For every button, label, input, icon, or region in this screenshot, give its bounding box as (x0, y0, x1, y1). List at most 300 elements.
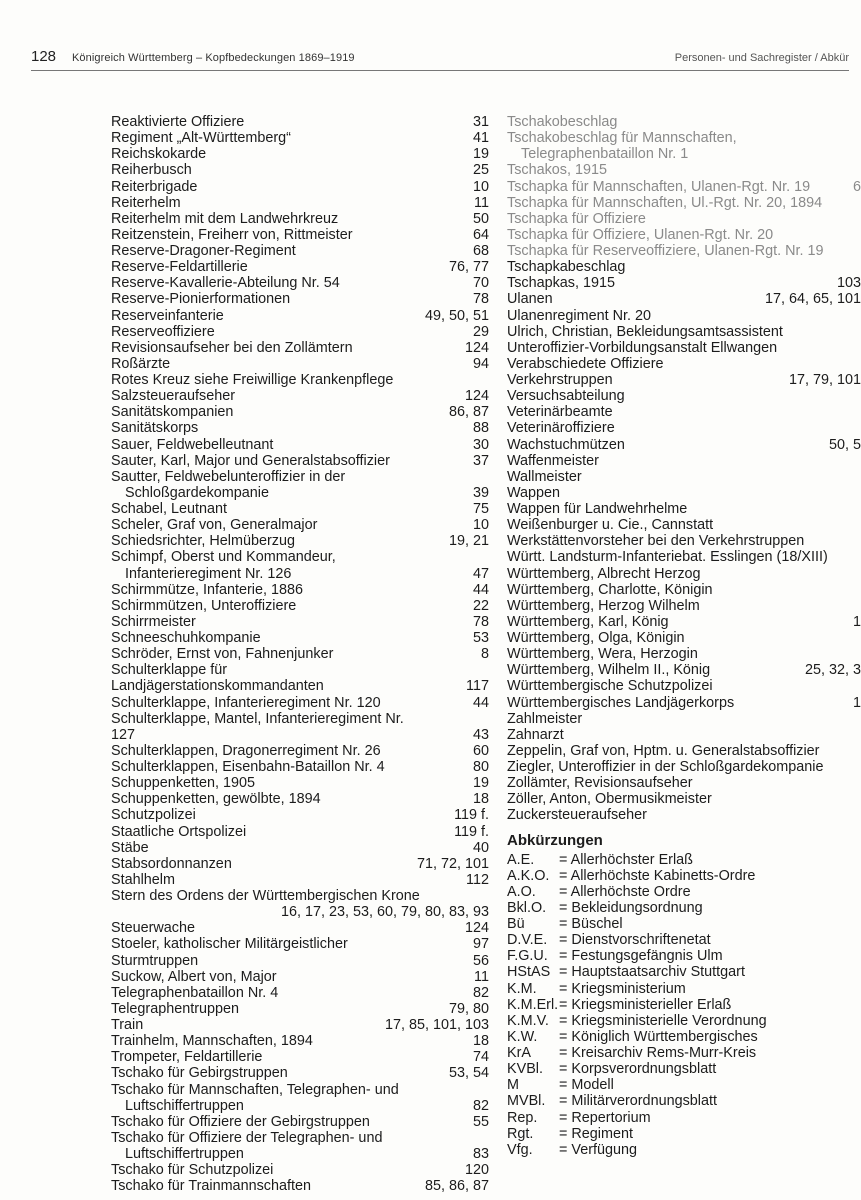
index-term: Schulterklappe, Mantel, Infanterieregiment Nr. 127 (111, 710, 404, 743)
index-page-refs: 10 (472, 178, 489, 195)
index-term: Schirmmützen, Unteroffiziere (111, 597, 297, 614)
index-term: Versuchsabteilung (507, 388, 625, 405)
index-entry (507, 227, 849, 243)
abbreviation-meaning: = Kriegsministerielle Verordnung (559, 1012, 767, 1029)
index-entry (111, 711, 489, 743)
index-term: Schröder, Ernst von, Fahnenjunker (111, 646, 334, 663)
index-term: Ulanenregiment Nr. 20 (507, 307, 651, 324)
index-entry (111, 872, 489, 888)
index-term: Stäbe (111, 839, 149, 856)
index-entry (507, 469, 849, 485)
index-entry (507, 501, 849, 517)
index-entry (111, 1178, 489, 1194)
index-entry (111, 824, 489, 840)
index-page-refs: 10 (472, 517, 489, 534)
index-term: Stern des Ordens der Württembergischen Krone (111, 888, 420, 904)
index-term: Waffenmeister (507, 452, 599, 469)
index-term: Scheler, Graf von, Generalmajor (111, 517, 318, 534)
index-page-refs: 29 (472, 323, 489, 340)
index-term: Sauer, Feldwebelleutnant (111, 436, 274, 453)
index-entry (507, 549, 849, 565)
abbreviation-key: KrA (507, 1045, 531, 1061)
abbreviation-key: Rep. (507, 1109, 538, 1126)
index-entry (111, 1082, 489, 1114)
index-page-refs: 40 (472, 839, 489, 856)
abbreviations-heading: Abkürzungen (507, 831, 603, 849)
abbreviation-row (507, 852, 849, 868)
index-term: Reserveinfanterie (111, 307, 224, 324)
index-term: Reaktivierte Offiziere (111, 114, 245, 130)
index-page-refs: 53 (472, 630, 489, 646)
index-term: Reiterbrigade (111, 178, 198, 195)
index-page-refs: 22 (472, 597, 489, 614)
index-term: Reserve-Pionierformationen (111, 291, 291, 308)
index-term: Tschako für Schutzpolizei (111, 1162, 274, 1179)
abbreviation-row (507, 1110, 849, 1126)
index-entry (111, 146, 489, 162)
index-page-refs: 124 (464, 920, 489, 937)
index-term-continuation: Telegraphenbataillon Nr. 1 (521, 146, 689, 163)
index-page-refs: 50 (472, 210, 489, 227)
abbreviation-meaning: = Modell (559, 1077, 614, 1094)
index-page-refs: 70 (472, 275, 489, 292)
index-page-refs: 68 (472, 243, 489, 259)
index-entry (111, 211, 489, 227)
index-term: Ulrich, Christian, Bekleidungsamtsassistent (507, 323, 783, 340)
index-term: Schabel, Leutnant (111, 501, 228, 517)
index-page-refs: 112 (466, 871, 489, 888)
index-term: Wappen für Landwehrhelme (507, 501, 688, 517)
index-page-refs: 79, 80 (448, 1000, 489, 1017)
index-entry (111, 807, 489, 823)
index-entry (111, 743, 489, 759)
index-entry (507, 356, 849, 372)
index-term: Salzsteueraufseher (111, 388, 235, 405)
index-entry (111, 259, 489, 275)
abbreviation-key: D.V.E. (507, 932, 548, 949)
index-entry (111, 630, 489, 646)
index-page-refs: 39 (472, 484, 489, 501)
index-entry (111, 308, 489, 324)
index-term: Wallmeister (507, 468, 582, 485)
index-entry (507, 646, 849, 662)
abbreviation-row (507, 900, 849, 916)
index-page-refs: 44 (472, 581, 489, 598)
index-entry (111, 340, 489, 356)
index-page-refs: 31 (472, 114, 489, 130)
index-term: Schulterklappen, Dragonerregiment Nr. 26 (111, 742, 381, 759)
index-entry (111, 920, 489, 936)
index-term: Tschako für Mannschaften, Telegraphen- und (111, 1081, 399, 1098)
index-page-refs: 124 (464, 339, 489, 356)
index-page-refs: 6 (852, 178, 861, 195)
index-term: Tschapkabeschlag (507, 259, 626, 276)
abbreviation-meaning: = Korpsverordnungsblatt (559, 1061, 717, 1078)
index-term: Reserve-Dragoner-Regiment (111, 243, 296, 259)
index-entry (111, 888, 489, 920)
index-term: Tschako für Trainmannschaften (111, 1178, 311, 1195)
index-term: Tschapka für Mannschaften, Ulanen-Rgt. Nr. 19 (507, 178, 811, 195)
index-entry (507, 694, 861, 711)
index-page-refs: 25, 32, 3 (804, 662, 861, 679)
index-page-refs: 41 (472, 130, 489, 147)
index-entry (111, 549, 489, 581)
index-entry (507, 517, 849, 533)
index-term: Steuerwache (111, 920, 195, 937)
index-page-refs: 16, 17, 23, 53, 60, 79, 80, 83, 93 (280, 904, 489, 921)
index-term: Weißenburger u. Cie., Cannstatt (507, 517, 714, 534)
index-entry (507, 727, 849, 743)
index-entry (111, 469, 489, 501)
index-entry (111, 1130, 489, 1162)
index-entry (507, 243, 849, 259)
index-entry (111, 372, 489, 388)
index-page-refs: 124 (464, 388, 489, 405)
index-page-refs: 19 (472, 775, 489, 792)
abbreviation-key: Rgt. (507, 1125, 534, 1142)
index-entry (111, 227, 489, 243)
index-page-refs: 18 (472, 791, 489, 808)
abbreviation-key: Bü (507, 916, 525, 932)
index-page-refs: 56 (472, 952, 489, 969)
abbreviation-row (507, 1045, 849, 1061)
abbreviation-key: Vfg. (507, 1141, 533, 1158)
index-term: Stahlhelm (111, 871, 175, 888)
index-entry (111, 420, 489, 436)
index-entry (111, 840, 489, 856)
abbreviation-meaning: = Allerhöchster Erlaß (559, 851, 693, 868)
index-entry (111, 324, 489, 340)
index-entry (507, 791, 849, 807)
index-entry (111, 646, 489, 662)
index-entry (111, 243, 489, 259)
abbreviation-key: A.K.O. (507, 867, 550, 884)
abbreviation-meaning: = Repertorium (559, 1109, 651, 1126)
index-entry (507, 372, 861, 388)
index-term: Schulterklappe, Infanterieregiment Nr. 120 (111, 694, 381, 711)
index-term: Suckow, Albert von, Major (111, 968, 277, 985)
index-entry (111, 275, 489, 291)
index-term: Ulanen (507, 291, 553, 308)
index-entry (111, 437, 489, 453)
index-page-refs: 17, 79, 101 (788, 372, 861, 388)
index-term: Train (111, 1017, 144, 1033)
index-term: Tschakobeschlag für Mannschaften, (507, 130, 737, 147)
index-term: Stabsordonnanzen (111, 855, 232, 872)
index-term: Unteroffizier-Vorbildungsanstalt Ellwangen (507, 339, 778, 356)
index-term: Württembergische Schutzpolizei (507, 678, 713, 695)
index-page-refs: 119 f. (454, 807, 489, 824)
index-entry (507, 388, 849, 404)
index-entry (507, 340, 849, 356)
abbreviation-row (507, 964, 849, 980)
index-term: Staatliche Ortspolizei (111, 823, 247, 840)
index-term: Wachstuchmützen (507, 436, 625, 453)
index-page-refs: 49, 50, 51 (424, 307, 489, 324)
index-entry (111, 501, 489, 517)
index-term: Schimpf, Oberst und Kommandeur, (111, 549, 336, 566)
index-term: Schulterklappen, Eisenbahn-Bataillon Nr. 4 (111, 759, 385, 775)
index-term: Verkehrstruppen (507, 372, 613, 388)
index-term: Reserve-Kavallerie-Abteilung Nr. 54 (111, 275, 340, 292)
abbreviation-key: A.E. (507, 851, 535, 868)
index-entry (507, 436, 861, 453)
index-term: Sautter, Feldwebelunteroffizier in der (111, 468, 346, 485)
index-page-refs: 55 (472, 1113, 489, 1130)
abbreviation-meaning: = Königlich Württembergisches (559, 1028, 758, 1045)
abbreviation-key: K.M.V. (507, 1012, 549, 1029)
index-term: Wappen (507, 484, 561, 501)
index-entry (111, 1065, 489, 1081)
index-entry (111, 856, 489, 872)
index-term: Schutzpolizei (111, 807, 196, 824)
index-term: Württemberg, Herzog Wilhelm (507, 597, 700, 614)
index-term: Schuppenketten, gewölbte, 1894 (111, 791, 321, 808)
abbreviation-key: KVBl. (507, 1061, 543, 1078)
abbreviation-key: Bkl.O. (507, 899, 547, 916)
index-entry (507, 324, 849, 340)
index-entry (507, 404, 849, 420)
index-entry (111, 162, 489, 178)
index-term: Schirmmütze, Infanterie, 1886 (111, 581, 303, 598)
index-entry (111, 533, 489, 549)
index-page-refs: 120 (464, 1162, 489, 1179)
index-entry (111, 791, 489, 807)
index-term: Schuppenketten, 1905 (111, 775, 256, 792)
abbreviation-meaning: = Dienstvorschriftenetat (559, 932, 711, 949)
index-page-refs: 50, 5 (828, 436, 861, 453)
index-term: Württemberg, Albrecht Herzog (507, 565, 701, 582)
index-term: Württemberg, Wera, Herzogin (507, 646, 698, 663)
index-term: Schiedsrichter, Helmüberzug (111, 533, 295, 550)
index-term: Revisionsaufseher bei den Zollämtern (111, 339, 353, 356)
index-entry (111, 195, 489, 211)
index-term: Sauter, Karl, Major und Generalstabsoffizier (111, 452, 390, 469)
index-page-refs: 37 (472, 452, 489, 469)
index-entry (507, 275, 861, 292)
index-entry (507, 420, 849, 436)
index-page-refs: 88 (472, 420, 489, 437)
index-term: Württ. Landsturm-Infanteriebat. Esslingen (18/XIII) (507, 549, 828, 566)
index-entry (507, 613, 861, 630)
index-page-refs: 119 f. (454, 823, 489, 840)
index-page-refs: 19 (472, 146, 489, 163)
index-entry (111, 130, 489, 146)
abbreviation-row (507, 1093, 849, 1109)
index-page-refs: 85, 86, 87 (424, 1178, 489, 1195)
index-page-refs: 82 (472, 984, 489, 1001)
abbreviation-meaning: = Bekleidungsordnung (559, 899, 703, 916)
index-page-refs: 117 (466, 678, 489, 695)
index-entry (111, 1017, 489, 1033)
index-entry (507, 211, 849, 227)
index-entry (111, 1033, 489, 1049)
index-page-refs: 17, 64, 65, 101 (764, 291, 861, 308)
index-entry (507, 630, 849, 646)
index-entry (507, 678, 849, 694)
index-term: Württemberg, Wilhelm II., König (507, 662, 711, 679)
abbreviation-meaning: = Regiment (559, 1125, 633, 1142)
index-term: Württemberg, Olga, Königin (507, 630, 685, 646)
index-term: Tschakos, 1915 (507, 162, 607, 179)
abbreviation-meaning: = Kriegsministerium (559, 980, 686, 997)
index-page-refs: 75 (472, 501, 489, 517)
index-entry (507, 662, 861, 679)
abbreviation-row (507, 916, 849, 932)
index-term: Tschako für Offiziere der Telegraphen- und (111, 1129, 383, 1146)
index-entry (111, 1049, 489, 1065)
index-term: Werkstättenvorsteher bei den Verkehrstruppen (507, 533, 805, 550)
index-term: Tschako für Gebirgstruppen (111, 1065, 288, 1082)
index-term: Tschako für Offiziere der Gebirgstruppen (111, 1113, 370, 1130)
index-entry (111, 517, 489, 533)
index-entry (111, 775, 489, 791)
index-term-continuation: Luftschiffertruppen (125, 1097, 244, 1114)
page-number: 128 (31, 48, 57, 65)
index-entry (507, 130, 849, 162)
index-term: Württemberg, Karl, König (507, 613, 669, 630)
index-list-right (507, 114, 861, 824)
index-page-refs: 78 (472, 613, 489, 630)
abbreviation-row (507, 981, 849, 997)
index-page-refs: 97 (472, 936, 489, 953)
index-term: Württembergisches Landjägerkorps (507, 694, 735, 711)
index-entry (507, 775, 849, 791)
abbreviation-row (507, 948, 849, 964)
index-term: Schneeschuhkompanie (111, 630, 261, 646)
index-page-refs: 11 (474, 968, 489, 985)
index-term: Tschapka für Reserveoffiziere, Ulanen-Rgt. Nr. 19 (507, 243, 824, 259)
index-term: Sturmtruppen (111, 952, 199, 969)
abbreviation-key: A.O. (507, 883, 536, 900)
index-entry (111, 953, 489, 969)
index-entry (507, 178, 861, 195)
index-page-refs: 53, 54 (448, 1065, 489, 1082)
abbreviation-meaning: = Allerhöchste Ordre (559, 883, 691, 900)
index-page-refs: 30 (472, 436, 489, 453)
index-term: Schirrmeister (111, 613, 196, 630)
index-entry (507, 582, 849, 598)
abbreviation-meaning: = Hauptstaatsarchiv Stuttgart (559, 964, 745, 981)
index-term: Sanitätskorps (111, 420, 199, 437)
index-entry (507, 453, 849, 469)
index-page-refs: 1 (852, 613, 861, 630)
index-entry (507, 566, 849, 582)
index-entry (507, 195, 849, 211)
abbreviation-meaning: = Militärverordnungsblatt (559, 1093, 717, 1110)
index-entry (507, 759, 849, 775)
abbreviation-row (507, 884, 849, 900)
index-entry (111, 695, 489, 711)
index-page-refs: 76, 77 (448, 259, 489, 276)
index-entry (507, 711, 849, 727)
index-term: Reichskokarde (111, 146, 207, 163)
index-entry (507, 485, 849, 501)
abbreviation-row (507, 1013, 849, 1029)
index-entry (507, 162, 849, 178)
index-entry (507, 533, 849, 549)
index-term: Zeppelin, Graf von, Hptm. u. Generalstabsoffizier (507, 742, 820, 759)
header-rule (31, 70, 849, 71)
abbreviation-meaning: = Verfügung (559, 1141, 638, 1158)
index-term: Reiterhelm (111, 194, 181, 211)
abbreviation-key: K.M.Erl. (507, 996, 559, 1013)
index-entry (507, 743, 849, 759)
index-term: Tschapka für Mannschaften, Ul.-Rgt. Nr. 20, 1894 (507, 194, 823, 211)
abbreviation-row (507, 932, 849, 948)
index-entry (111, 1114, 489, 1130)
index-entry (111, 582, 489, 598)
index-page-refs: 1 (852, 694, 861, 711)
index-term: Reiherbusch (111, 162, 192, 179)
index-entry (111, 1162, 489, 1178)
index-page-refs: 60 (472, 742, 489, 759)
abbreviation-key: F.G.U. (507, 948, 548, 965)
abbreviation-meaning: = Festungsgefängnis Ulm (559, 948, 723, 965)
index-entry (507, 308, 849, 324)
index-entry (111, 114, 489, 130)
index-term: Reiterhelm mit dem Landwehrkreuz (111, 210, 339, 227)
index-entry (111, 662, 489, 694)
index-term: Tschapka für Offiziere, Ulanen-Rgt. Nr. 20 (507, 226, 774, 243)
index-entry (111, 598, 489, 614)
index-entry (111, 1001, 489, 1017)
index-page-refs: 43 (472, 726, 489, 743)
index-term: Zahlmeister (507, 710, 583, 727)
index-term: Tschapkas, 1915 (507, 275, 615, 292)
abbreviation-key: K.W. (507, 1028, 538, 1045)
index-term: Ziegler, Unteroffizier in der Schloßgardekompanie (507, 759, 824, 775)
running-title: Königreich Württemberg – Kopfbedeckungen 1869–1919 (72, 52, 355, 64)
index-term: Zollämter, Revisionsaufseher (507, 775, 693, 792)
index-page-refs: 86, 87 (448, 404, 489, 421)
abbreviation-row (507, 1142, 849, 1158)
index-entry (507, 114, 849, 130)
abbreviation-key: MVBl. (507, 1093, 546, 1110)
index-term: Trainhelm, Mannschaften, 1894 (111, 1033, 313, 1050)
index-entry (111, 388, 489, 404)
index-entry (507, 598, 849, 614)
abbreviation-meaning: = Büschel (559, 916, 623, 932)
abbreviation-key: HStAS (507, 964, 551, 981)
index-entry (507, 807, 849, 823)
index-page-refs: 71, 72, 101 (416, 855, 489, 872)
index-page-refs: 44 (472, 694, 489, 711)
index-term: Zahnarzt (507, 726, 564, 743)
index-page-refs: 19, 21 (448, 533, 489, 550)
abbreviation-meaning: = Allerhöchste Kabinetts-Ordre (559, 867, 756, 884)
index-entry (111, 356, 489, 372)
index-entry (111, 969, 489, 985)
index-entry (111, 453, 489, 469)
index-entry (111, 614, 489, 630)
index-page-refs: 82 (472, 1097, 489, 1114)
index-entry (507, 259, 849, 275)
index-entry (507, 291, 861, 308)
index-term-continuation: Luftschiffertruppen (125, 1146, 244, 1162)
index-entry (111, 936, 489, 952)
index-page-refs: 25 (472, 162, 489, 179)
index-term: Reitzenstein, Freiherr von, Rittmeister (111, 226, 353, 243)
abbreviation-row (507, 1126, 849, 1142)
index-term: Reserveoffiziere (111, 323, 215, 340)
abbreviation-row (507, 997, 849, 1013)
index-entry (111, 179, 489, 195)
index-term-continuation: Schloßgardekompanie (125, 484, 269, 501)
index-term: Rotes Kreuz siehe Freiwillige Krankenpflege (111, 372, 394, 388)
index-term: Schulterklappe für Landjägerstationskommandanten (111, 662, 324, 695)
index-page-refs: 17, 85, 101, 103 (384, 1017, 489, 1033)
